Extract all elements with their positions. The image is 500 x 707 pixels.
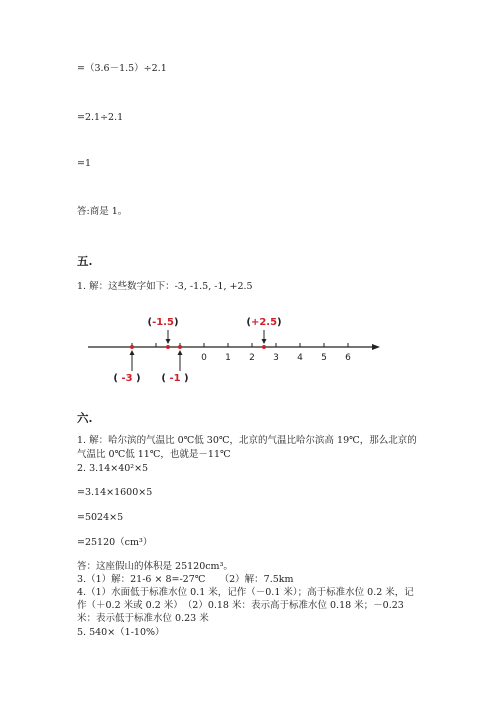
- q4-line-1: 4.（1）水面低于标准水位 0.1 米，记作（－0.1 米）；高于标准水位 0.2 米，记: [77, 587, 414, 598]
- q5-line: 5. 540×（1-10%）: [77, 627, 165, 638]
- arrow-head: [166, 339, 171, 344]
- point-label: (+2.5): [246, 317, 282, 328]
- q3-line: 3.（1）解：21-6 × 8=-27℃ （2）解：7.5km: [77, 574, 294, 585]
- arrow-head: [130, 350, 135, 355]
- q2-answer: 答：这座假山的体积是 25120cm³。: [77, 561, 233, 572]
- tick-label: 0: [201, 353, 207, 363]
- q2-line-1: 2. 3.14×40²×5: [77, 463, 149, 474]
- calc-line-1: =（3.6－1.5）÷2.1: [77, 63, 167, 74]
- arrow-head: [262, 339, 267, 344]
- point-dot: [166, 345, 170, 349]
- q1-line-2: 气温比 0℃低 11℃，也就是－11℃: [77, 449, 231, 460]
- q2-line-3: =5024×5: [77, 512, 124, 523]
- q2-line-2: =3.14×1600×5: [77, 487, 153, 498]
- q1-line-1: 1. 解：哈尔滨的气温比 0℃低 30℃，北京的气温比哈尔滨高 19℃，那么北京的: [77, 435, 417, 446]
- number-line: [80, 308, 390, 388]
- q4-line-2: 作（＋0.2 米或 0.2 米） （2）0.18 米：表示高于标准水位 0.18 米；－0.23: [77, 600, 404, 611]
- calc-line-2: =2.1÷2.1: [77, 112, 124, 123]
- axis-arrowhead: [372, 344, 380, 350]
- point-label: (-1.5): [147, 317, 179, 328]
- point-dot: [130, 345, 134, 349]
- answer-line: 答:商是 1。: [77, 206, 128, 217]
- point-label: ( -3 ): [113, 373, 141, 384]
- tick-label: 2: [249, 353, 255, 363]
- tick-label: 1: [225, 353, 231, 363]
- section-heading-6: 六.: [77, 411, 93, 425]
- q4-line-3: 米：表示低于标准水位 0.23 米: [77, 613, 209, 624]
- tick-label: 5: [321, 353, 327, 363]
- tick-label: 6: [345, 353, 351, 363]
- section-heading-5: 五.: [77, 254, 93, 268]
- arrow-head: [178, 350, 183, 355]
- point-label: ( -1 ): [161, 373, 189, 384]
- tick-label: 4: [297, 353, 303, 363]
- q2-line-4: =25120（cm³）: [77, 537, 153, 548]
- section5-answer: 1. 解：这些数字如下：-3, -1.5, -1, +2.5: [77, 281, 253, 292]
- tick-label: 3: [273, 353, 279, 363]
- calc-line-3: =1: [77, 158, 92, 169]
- point-dot: [178, 345, 182, 349]
- point-dot: [262, 345, 266, 349]
